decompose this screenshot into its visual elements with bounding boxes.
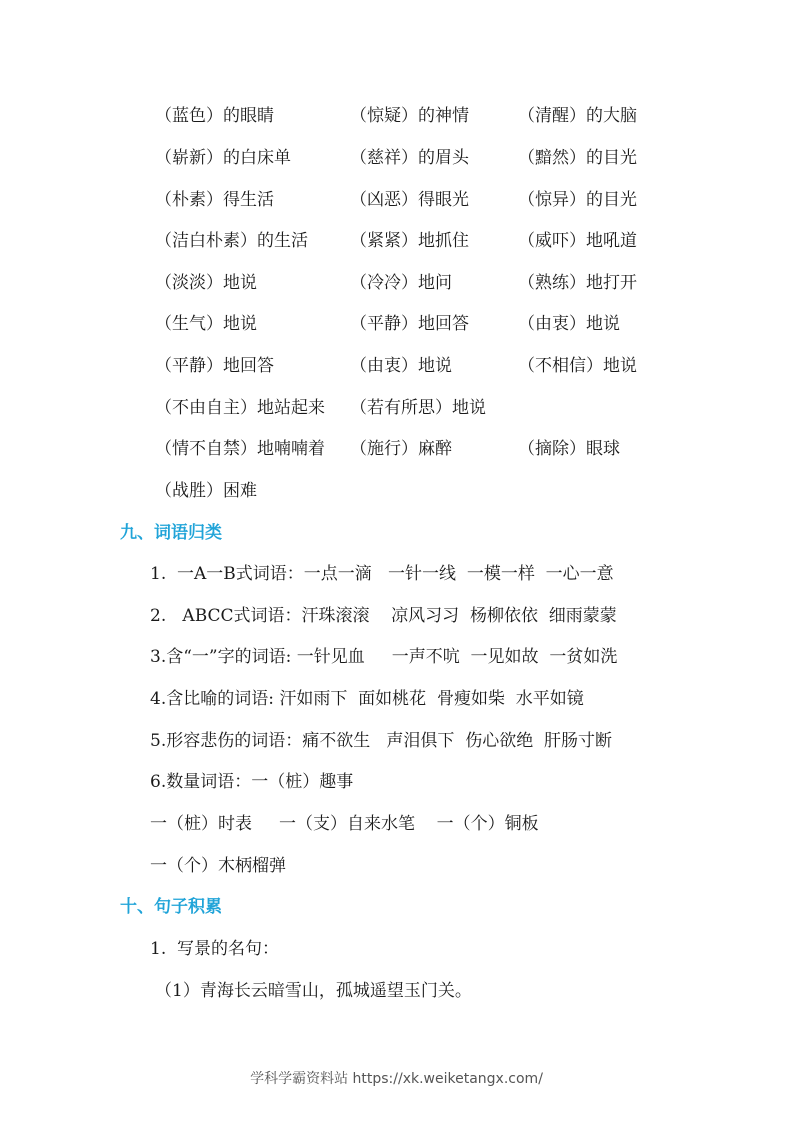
phrase-row	[0, 310, 793, 338]
phrase-cell: （不由自主）地站起来	[155, 398, 325, 418]
text-line: 一（桩）时表 一（支）自来水笔 一（个）铜板	[150, 814, 539, 834]
phrase-cell: （洁白朴素）的生活	[155, 231, 308, 251]
page-footer: 学科学霸资料站 https://xk.weiketangx.com/	[250, 1071, 543, 1087]
text-line: 5.形容悲伤的词语：痛不欲生 声泪俱下 伤心欲绝 肝肠寸断	[150, 731, 613, 751]
section-heading: 十、句子积累	[120, 897, 222, 917]
phrase-cell: （凶恶）得眼光	[350, 190, 469, 210]
phrase-cell: （不相信）地说	[518, 356, 637, 376]
phrase-row	[0, 435, 793, 463]
phrase-cell: （黯然）的目光	[518, 148, 637, 168]
phrase-cell: （情不自禁）地喃喃着	[155, 439, 325, 459]
phrase-row	[0, 477, 793, 505]
phrase-cell: （紧紧）地抓住	[350, 231, 469, 251]
phrase-cell: （生气）地说	[155, 314, 257, 334]
phrase-cell: （熟练）地打开	[518, 273, 637, 293]
phrase-cell: （威吓）地吼道	[518, 231, 637, 251]
text-line: 3.含“一”字的词语: 一针见血 一声不吭 一见如故 一贫如洗	[150, 647, 618, 667]
phrase-cell: （战胜）困难	[155, 481, 257, 501]
phrase-cell: （慈祥）的眉头	[350, 148, 469, 168]
text-line: 2. ABCC式词语：汗珠滚滚 凉风习习 杨柳依依 细雨蒙蒙	[150, 606, 617, 626]
phrase-row	[0, 144, 793, 172]
phrase-cell: （由衷）地说	[350, 356, 452, 376]
phrase-cell: （朴素）得生活	[155, 190, 274, 210]
phrase-row	[0, 394, 793, 422]
phrase-cell: （摘除）眼球	[518, 439, 620, 459]
text-line: （1）青海长云暗雪山，孤城遥望玉门关。	[155, 981, 472, 1001]
phrase-cell: （平静）地回答	[350, 314, 469, 334]
section-heading: 九、词语归类	[120, 523, 222, 543]
phrase-cell: （由衷）地说	[518, 314, 620, 334]
phrase-row	[0, 102, 793, 130]
phrase-cell: （惊疑）的神情	[350, 106, 469, 126]
phrase-row	[0, 269, 793, 297]
text-line: 1. 写景的名句：	[150, 939, 280, 959]
phrase-cell: （施行）麻醉	[350, 439, 452, 459]
phrase-cell: （惊异）的目光	[518, 190, 637, 210]
phrase-row	[0, 352, 793, 380]
phrase-cell: （平静）地回答	[155, 356, 274, 376]
phrase-cell: （清醒）的大脑	[518, 106, 637, 126]
phrase-cell: （若有所思）地说	[350, 398, 486, 418]
text-line: 一（个）木柄榴弹	[150, 856, 286, 876]
phrase-cell: （崭新）的白床单	[155, 148, 291, 168]
phrase-cell: （冷冷）地问	[350, 273, 452, 293]
phrase-cell: （蓝色）的眼睛	[155, 106, 274, 126]
phrase-row	[0, 186, 793, 214]
text-line: 4.含比喻的词语: 汗如雨下 面如桃花 骨瘦如柴 水平如镜	[150, 689, 584, 709]
phrase-cell: （淡淡）地说	[155, 273, 257, 293]
text-line: 1. 一A一B式词语：一点一滴 一针一线 一模一样 一心一意	[150, 564, 614, 584]
text-line: 6.数量词语：一（桩）趣事	[150, 772, 354, 792]
phrase-row	[0, 227, 793, 255]
